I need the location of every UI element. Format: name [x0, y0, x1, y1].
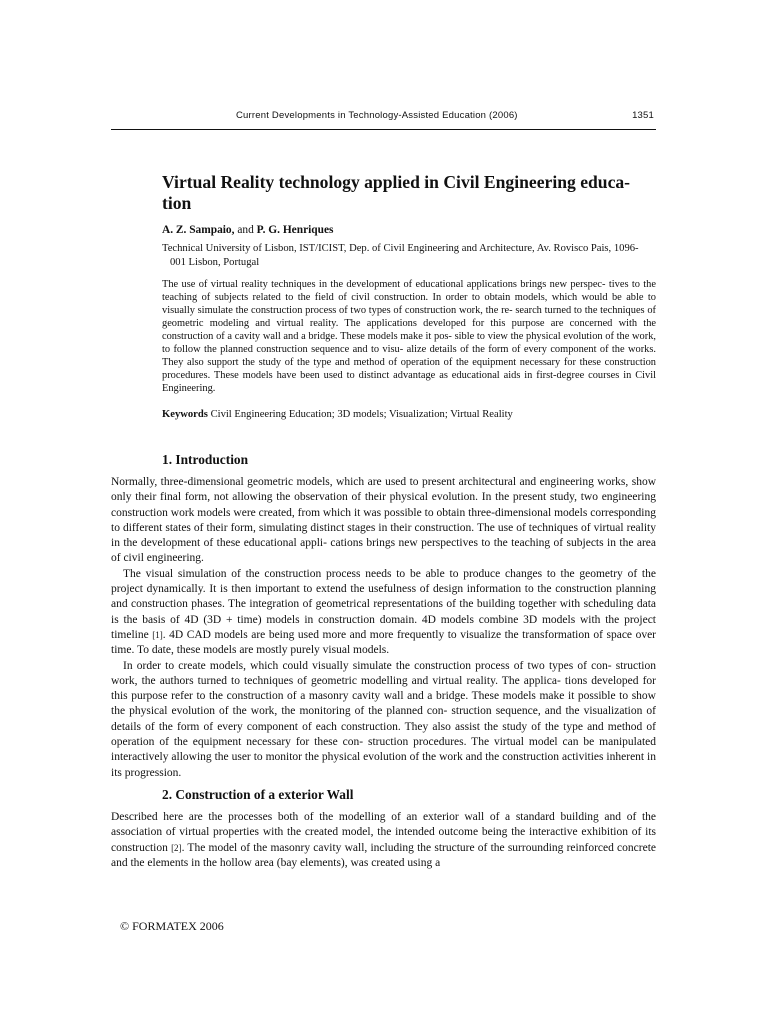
- section-heading-exterior-wall: 2. Construction of a exterior Wall: [162, 787, 354, 802]
- keywords: [162, 408, 656, 422]
- intro-paragraph-1: Normally, three-dimensional geometric models, which are used to present architectural and engineering works, show only their final form, not allowing the observation of their physical evolution. In the present study, two engineering construction work models were created, from which it was possible to obtain three-dimensional models corresponding to different states of their form, simulating distinct stages in their construction. The use of techniques of virtual reality in the development of these educational appli- cations brings new perspectives to the teaching of subjects in the area of civil engineering.: [111, 476, 656, 565]
- intro-paragraph-2: [111, 567, 656, 659]
- intro-paragraph-3: In order to create models, which could visually simulate the construction process of two types of con- struction work, the authors turned to techniques of geometric modelling and virtual reality. The applica- tions developed for this purpose refer to the construction of a masonry cavity wall and a bridge. These models make it possible to show the physical evolution of the work, the monitoring of the planned con- struction sequence, and the visualization of details of the form of every component of each construction. They also assist the study of the type and method of operation of the equipment necessary for these con- struction procedures. The virtual model can be manipulated interactively allowing the user to monitor the physical evolution of the work and the construction activities inherent in its progression.: [111, 659, 656, 779]
- author-separator: and: [237, 224, 254, 236]
- paper-title: Virtual Reality technology applied in Civil Engineering educa- tion: [162, 172, 631, 213]
- journal-name: Current Developments in Technology-Assisted Education (2006): [236, 110, 518, 121]
- copyright-footer: © FORMATEX 2006: [120, 919, 224, 933]
- keywords-list: Civil Engineering Education; 3D models; Visualization; Virtual Reality: [210, 409, 513, 420]
- author-list: [162, 223, 656, 237]
- header-rule: [111, 129, 656, 130]
- author-sampaio: A. Z. Sampaio,: [162, 224, 235, 236]
- section-body-exterior-wall: [111, 810, 656, 871]
- affiliation: Technical University of Lisbon, IST/ICIST, Dep. of Civil Engineering and Architecture, Av. Rovisco Pais, 1096-001 Lisbon, Portugal: [162, 243, 639, 268]
- section-heading-introduction: 1. Introduction: [162, 452, 249, 467]
- keywords-label: Keywords: [162, 409, 208, 420]
- wall-paragraph-1-text-a: Described here are the processes both of the modelling of an exterior wall of a standard building and of the association of virtual properties with the created model, the intended outcome being the interactive exhibition of its construction: [111, 811, 656, 854]
- wall-paragraph-1: [111, 810, 656, 871]
- author-henriques: P. G. Henriques: [256, 224, 334, 236]
- abstract: The use of virtual reality techniques in the development of educational applications brings new perspec- tives to the teaching of subjects related to the field of civil construction. In order to obtain models, which would be able to visually simulate the construction process of two types of construction work, the re- search turned to the techniques of geometric modeling and virtual reality. The applications developed for this purpose are concerned with the construction of a cavity wall and a bridge. These models make it pos- sible to view the physical evolution of the work, to follow the planned construction sequence and to visu- alize details of the form of every component of the works. They also support the study of the type and method of operation of the equipment necessary for these construction procedures. These models have been used to distinct advantage as educational aids in first-degree courses in Civil Engineering.: [162, 279, 656, 394]
- intro-paragraph-2-text-a: The visual simulation of the construction process needs to be able to produce changes to the geometry of the project dynamically. It is then important to extend the usefulness of design information to the construction planning and construction phases. The integration of geometrical representations of the building together with scheduling data is the basis of 4D (3D + time) models in construction domain. 4D models combine 3D models with the project timeline: [111, 567, 656, 641]
- citation-1: [1]: [152, 629, 163, 640]
- page-number: 1351: [632, 110, 654, 121]
- section-body-introduction: [111, 475, 656, 781]
- intro-paragraph-2-text-b: . 4D CAD models are being used more and more frequently to visualize the transformation of space over time. To date, these models are mostly purely visual models.: [111, 628, 657, 657]
- citation-2: [2]: [171, 842, 182, 853]
- wall-paragraph-1-text-b: . The model of the masonry cavity wall, including the structure of the surrounding reinforced concrete and the elements in the hollow area (bay elements), was created using a: [111, 841, 656, 869]
- running-header: [111, 110, 656, 126]
